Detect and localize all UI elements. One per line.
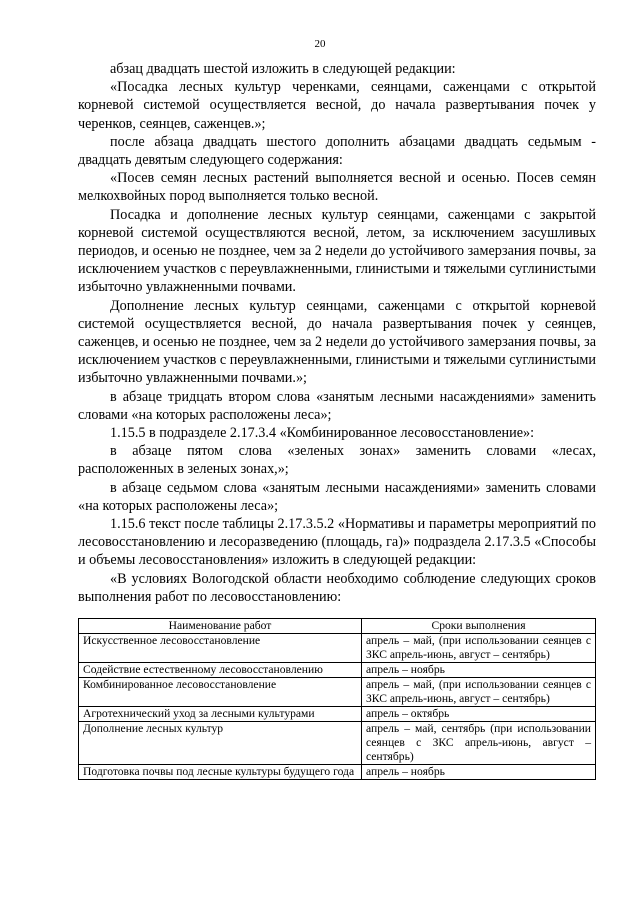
table-row xyxy=(79,634,596,663)
work-name-cell: Подготовка почвы под лесные культуры будущего года xyxy=(79,765,362,780)
work-terms-cell: апрель – октябрь xyxy=(362,707,596,722)
paragraph: в абзаце тридцать втором слова «занятым лесными насаждениями» заменить словами «на которых расположены леса»; xyxy=(78,388,596,423)
work-name-cell: Агротехнический уход за лесными культурами xyxy=(79,707,362,722)
paragraph: «Посев семян лесных растений выполняется весной и осенью. Посев семян мелкохвойных пород выполняется только весной. xyxy=(78,170,596,205)
paragraph: Посадка и дополнение лесных культур сеянцами, саженцами с закрытой корневой системой осуществляются весной, летом, за исключением засушливых периодов, и осенью не позднее, чем за 2 недели до устойчивого замерзания почвы, за исключением участков с переувлажненными, глинистыми и тяжелыми суглинистыми избыточно увлажненными почвами. xyxy=(78,206,596,296)
table-header-row xyxy=(79,619,596,634)
paragraph: в абзаце пятом слова «зеленых зонах» заменить словами «лесах, расположенных в зеленых зонах,»; xyxy=(78,443,596,478)
paragraph: «В условиях Вологодской области необходимо соблюдение следующих сроков выполнения работ по лесовосстановлению: xyxy=(78,570,596,605)
column-header-work: Наименование работ xyxy=(79,619,362,634)
column-header-terms: Сроки выполнения xyxy=(362,619,596,634)
paragraph: абзац двадцать шестой изложить в следующей редакции: xyxy=(110,61,456,77)
work-terms-cell: апрель – май, (при использовании сеянцев с ЗКС апрель-июнь, август – сентябрь) xyxy=(362,634,596,663)
table-row xyxy=(79,678,596,707)
work-name-cell: Искусственное лесовосстановление xyxy=(79,634,362,663)
paragraph: «Посадка лесных культур черенками, сеянцами, саженцами с открытой корневой системой осуществляется весной, до начала развертывания почек у черенков, сеянцев, саженцев.»; xyxy=(78,79,596,132)
table-row xyxy=(79,707,596,722)
page-number: 20 xyxy=(314,38,326,50)
document-body xyxy=(78,60,596,606)
paragraph: 1.15.6 текст после таблицы 2.17.3.5.2 «Нормативы и параметры мероприятий по лесовосстановлению и лесоразведению (площадь, га)» подраздела 2.17.3.5 «Способы и объемы лесовосстановления» изложить в следующей редакции: xyxy=(78,516,596,569)
table-row xyxy=(79,765,596,780)
table-row xyxy=(79,722,596,765)
work-terms-cell: апрель – май, (при использовании сеянцев с ЗКС апрель-июнь, август – сентябрь) xyxy=(362,678,596,707)
paragraph: 1.15.5 в подразделе 2.17.3.4 «Комбинированное лесовосстановление»: xyxy=(110,425,535,442)
works-schedule-table xyxy=(78,618,596,780)
work-terms-cell: апрель – ноябрь xyxy=(362,765,596,780)
paragraph: Дополнение лесных культур сеянцами, саженцами с открытой корневой системой осуществляется весной, до начала развертывания почек у сеянцев, саженцев, и осенью не позднее, чем за 2 недели до устойчивого замерзания почвы, за исключением участков с переувлажненными, глинистыми и тяжелыми суглинистыми избыточно увлажненными почвами.»; xyxy=(78,297,596,387)
work-name-cell: Комбинированное лесовосстановление xyxy=(79,678,362,707)
work-terms-cell: апрель – май, сентябрь (при использовании сеянцев с ЗКС апрель-июнь, август – сентябрь) xyxy=(362,722,596,765)
work-name-cell: Дополнение лесных культур xyxy=(79,722,362,765)
table-row xyxy=(79,663,596,678)
work-name-cell: Содействие естественному лесовосстановлению xyxy=(79,663,362,678)
paragraph: в абзаце седьмом слова «занятым лесными насаждениями» заменить словами «на которых расположены леса»; xyxy=(78,479,596,514)
work-terms-cell: апрель – ноябрь xyxy=(362,663,596,678)
paragraph: после абзаца двадцать шестого дополнить абзацами двадцать седьмым - двадцать девятым следующего содержания: xyxy=(78,133,596,169)
